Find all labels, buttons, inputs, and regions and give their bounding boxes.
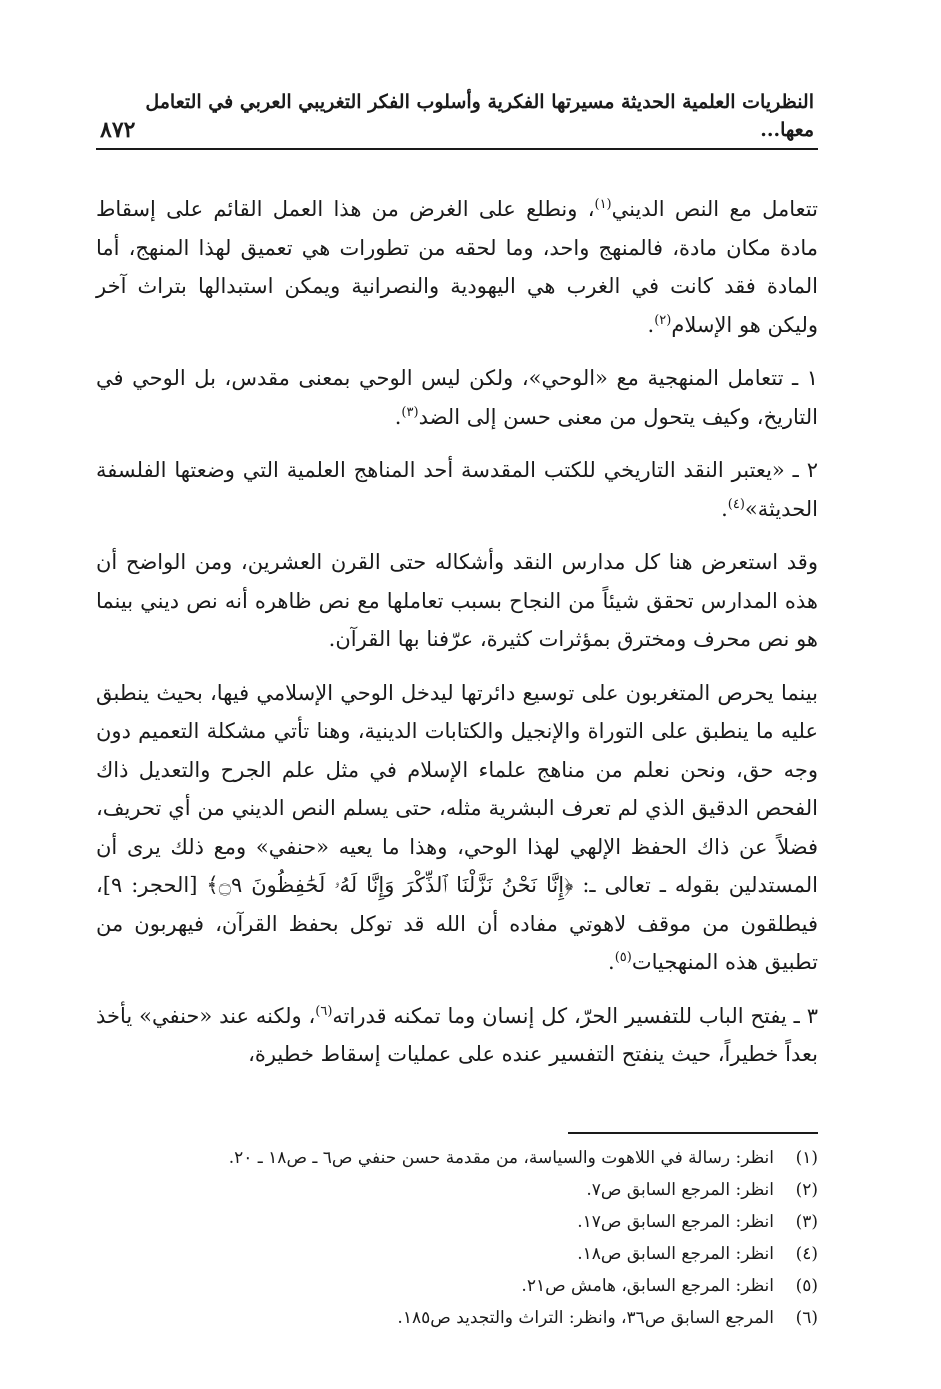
body-text (96, 190, 818, 1074)
paragraph-4 (96, 543, 818, 659)
text-run: تتعامل مع النص الديني (611, 197, 818, 221)
footnote-text: انظر: المرجع السابق ص١٨. (577, 1243, 774, 1264)
footnote-3 (96, 1206, 818, 1238)
page-number: ٨٧٢ (100, 117, 136, 143)
footnote-number: (٥) (795, 1275, 818, 1296)
footnote-text: انظر: المرجع السابق، هامش ص٢١. (521, 1275, 774, 1296)
paragraph-5 (96, 674, 818, 982)
text-run: ١ ـ تتعامل المنهجية مع «الوحي»، ولكن ليس الوحي بمعنى مقدس، بل الوحي في التاريخ، وكيف يتحول من معنى حسن إلى الضد (96, 366, 818, 429)
footnote-number: (٦) (795, 1307, 818, 1328)
book-page (96, 88, 818, 1334)
text-run: . (721, 496, 728, 521)
footnote-number: (٢) (795, 1179, 818, 1200)
footnote-4 (96, 1238, 818, 1270)
footnote-text: انظر: المرجع السابق ص٧. (586, 1179, 774, 1200)
footnote-2 (96, 1174, 818, 1206)
footnotes (96, 1142, 818, 1334)
footnote-number: (١) (795, 1147, 818, 1168)
paragraph-2 (96, 359, 818, 436)
footnote-ref: (٢) (654, 312, 672, 328)
running-header (96, 88, 818, 150)
footnote-6 (96, 1302, 818, 1334)
text-run: بينما يحرص المتغربون على توسيع دائرتها ليدخل الوحي الإسلامي فيها، بحيث ينطبق عليه ما ينطبق على التوراة والإنجيل والكتابات الدينية، وهنا تأتي مشكلة التعميم دون وجه حق، ونحن نعلم من مناهج علماء الإسلام في مثل علم الجرح والتعديل ذاك الفحص الدقيق الذي لم تعرف البشرية مثله، حتى يسلم النص الديني من أي تحريف، فضلاً عن ذاك الحفظ الإلهي لهذا الوحي، وهذا ما يعيه «حنفي» ومع ذلك يرى أن المستدلين بقوله ـ تعالى ـ: ﴿إِنَّا نَحْنُ نَزَّلْنَا ٱلذِّكْرَ وَإِنَّا لَهُۥ لَحَٰفِظُونَ ۝٩﴾ [الحجر: ٩]، فيطلقون من موقف لاهوتي مفاده أن الله قد توكل بحفظ القرآن، فيهربون من تطبيق هذه المنهجيات (96, 680, 818, 974)
footnote-text: المرجع السابق ص٣٦، وانظر: التراث والتجديد ص١٨٥. (397, 1307, 774, 1328)
footnote-divider (568, 1132, 818, 1134)
footnote-ref: (٣) (401, 404, 419, 420)
text-run: . (394, 404, 402, 429)
footnote-text: انظر: المرجع السابق ص١٧. (577, 1211, 774, 1232)
text-run: . (647, 312, 655, 337)
footnote-ref: (٤) (727, 496, 745, 512)
text-run: ٢ ـ «يعتبر النقد التاريخي للكتب المقدسة أحد المناهج العلمية التي وضعتها الفلسفة الحديثة» (96, 458, 818, 521)
footnote-ref: (٦) (315, 1003, 333, 1019)
footnote-5 (96, 1270, 818, 1302)
footnote-ref: (١) (594, 197, 612, 212)
text-run: . (608, 950, 615, 974)
footnote-number: (٤) (795, 1243, 818, 1264)
footnote-ref: (٥) (614, 950, 632, 965)
text-run: ، ولكنه عند «حنفي» يأخذ بعداً خطيراً، حيث ينفتح التفسير عنده على عمليات إسقاط خطيرة، (96, 1003, 818, 1066)
running-title: النظريات العلمية الحديثة مسيرتها الفكرية وأسلوب الفكر التغريبي العربي في التعامل معها... (145, 91, 814, 141)
footnote-text: انظر: رسالة في اللاهوت والسياسة، من مقدمة حسن حنفي ص٦ ـ ص١٨ ـ ٢٠. (228, 1147, 774, 1168)
text-run: ٣ ـ يفتح الباب للتفسير الحرّ، كل إنسان وما تمكنه قدراته (332, 1003, 818, 1028)
text-run: ، ونطلع على الغرض من هذا العمل القائم على إسقاط مادة مكان مادة، فالمنهج واحد، وما لحقه من تطورات هي تعميق لهذا المنهج، أما المادة فقد كانت في الغرب هي اليهودية والنصرانية ويمكن استبدالها بتراث آخر وليكن هو الإسلام (96, 197, 818, 337)
text-run: وقد استعرض هنا كل مدارس النقد وأشكاله حتى القرن العشرين، ومن الواضح أن هذه المدارس تحقق شيئاً من النجاح بسبب تعاملها مع نص ظاهره أنه نص ديني بينما هو نص محرف ومخترق بمؤثرات كثيرة، عرّفنا بها القرآن. (96, 550, 818, 651)
paragraph-3 (96, 451, 818, 528)
footnote-1 (96, 1142, 818, 1174)
paragraph-1 (96, 190, 818, 344)
footnote-number: (٣) (795, 1211, 818, 1232)
paragraph-6 (96, 997, 818, 1074)
